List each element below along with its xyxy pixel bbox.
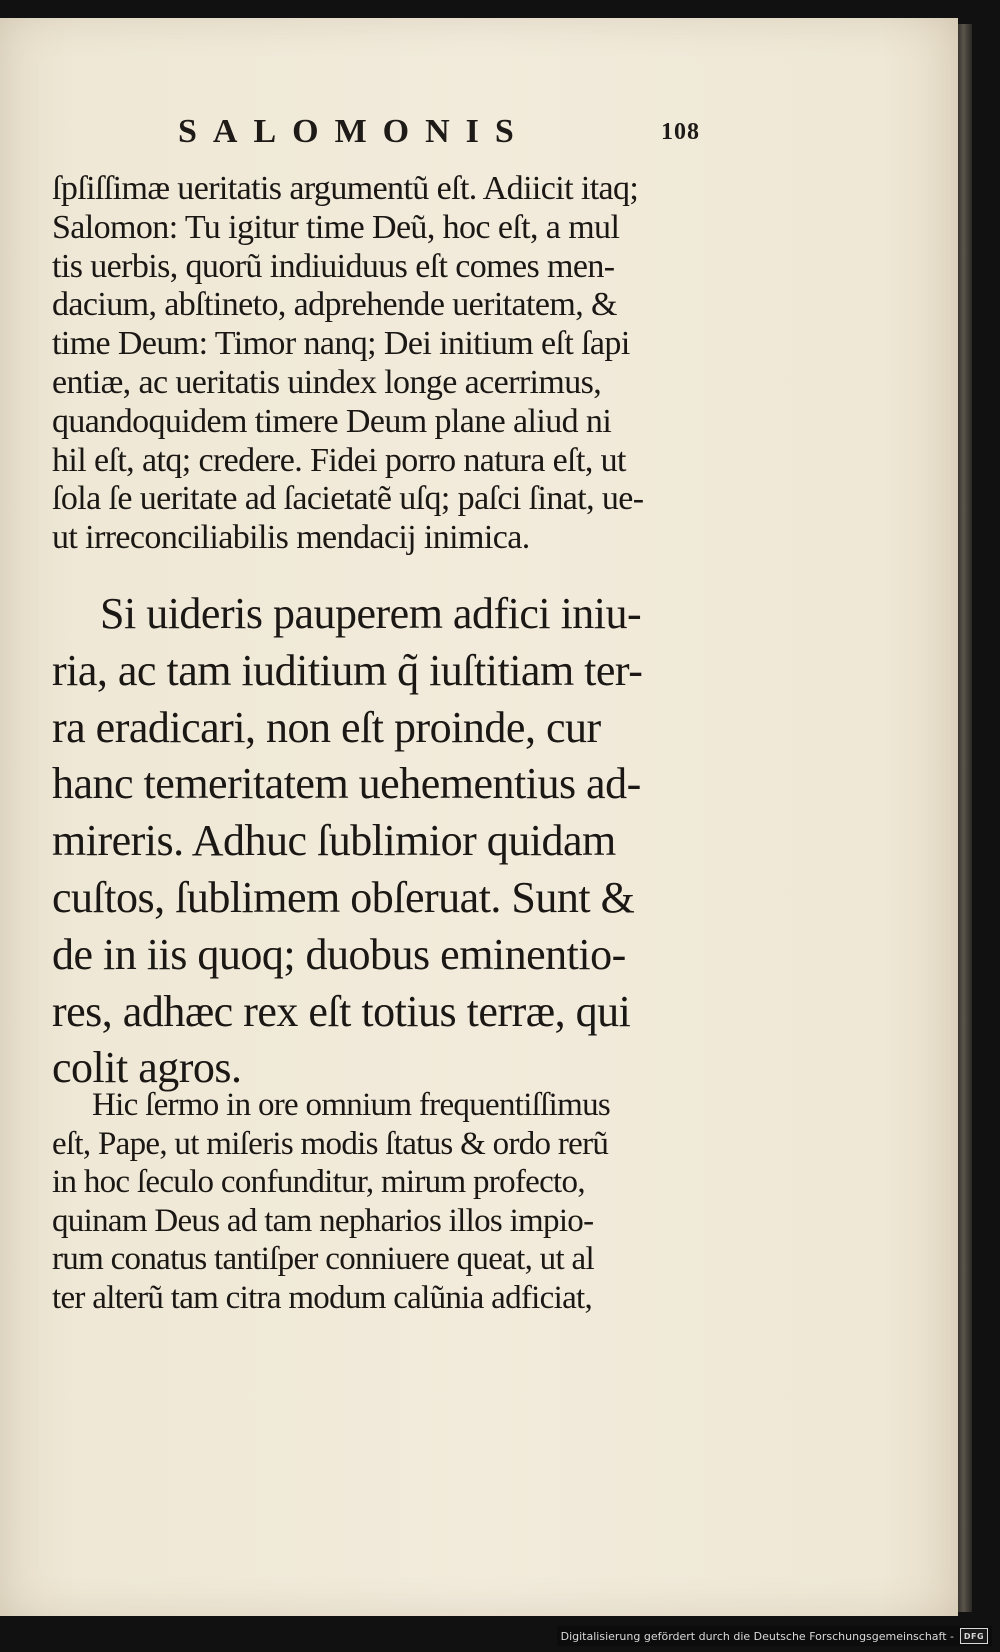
commentary-top-line: hil eſt, atq; credere. Fidei porro natura eſt, ut	[52, 441, 626, 479]
verse-line: mireris. Adhuc ſublimior quidam	[52, 816, 616, 866]
commentary-bottom-line: ter alterũ tam citra modum calũnia adficiat,	[52, 1279, 593, 1316]
verse-line: de in iis quoq; duobus eminentio-	[52, 929, 626, 979]
commentary-top-line: entiæ, ac ueritatis uindex longe acerrimus,	[52, 363, 602, 401]
commentary-top-line: quandoquidem timere Deum plane aliud ni	[52, 402, 612, 440]
commentary-bottom-line: eſt, Pape, ut miſeris modis ſtatus & ordo rerũ	[52, 1125, 609, 1162]
commentary-top-line: ut irreconciliabilis mendacij inimica.	[52, 519, 530, 557]
commentary-top-line: ſola ſe ueritate ad ſacietatẽ uſq; paſci ſinat, ue-	[52, 480, 644, 518]
verse-line-text: Si uideris pauperem adfici iniu-	[100, 589, 642, 638]
dfg-logo: DFG	[960, 1628, 988, 1644]
commentary-bottom	[52, 1086, 712, 1317]
verse-line: ria, ac tam iuditium q̃ iuſtitiam ter-	[52, 645, 643, 695]
commentary-bottom-line-text: Hic ſermo in ore omnium frequentiſſimus	[92, 1087, 611, 1123]
commentary-bottom-line: in hoc ſeculo confunditur, mirum profecto,	[52, 1164, 585, 1200]
folio-number: 108	[661, 118, 700, 145]
commentary-top-line: ſpſiſſimæ ueritatis argumentũ eſt. Adiicit itaq;	[52, 170, 639, 207]
commentary-bottom-line: rum conatus tantiſper conniuere queat, ut al	[52, 1241, 594, 1277]
verse-line: hanc temeritatem uehementius ad-	[52, 759, 641, 809]
commentary-bottom-line	[52, 1086, 712, 1125]
verse-line: cuſtos, ſublimem obſeruat. Sunt &	[52, 872, 635, 922]
verse-line: res, adhæc rex eſt totius terræ, qui	[52, 986, 631, 1036]
verse-line: colit agros.	[52, 1043, 242, 1093]
commentary-bottom-line: quinam Deus ad tam nepharios illos impio-	[52, 1202, 594, 1239]
commentary-top-line: Salomon: Tu igitur time Deũ, hoc eſt, a mul	[52, 208, 620, 246]
commentary-top	[52, 170, 712, 558]
running-head: SALOMONIS	[178, 113, 530, 150]
scripture-verse	[52, 586, 712, 1097]
page-edge	[958, 24, 972, 1612]
digitization-credit	[557, 1626, 992, 1646]
commentary-top-line: time Deum: Timor nanq; Dei initium eſt ſapi	[52, 325, 630, 363]
verse-line	[52, 586, 712, 643]
credit-text: Digitalisierung gefördert durch die Deutsche Forschungsgemeinschaft -	[560, 1629, 954, 1643]
commentary-top-line: tis uerbis, quorũ indiuiduus eſt comes men-	[52, 247, 615, 285]
book-page	[0, 18, 958, 1616]
verse-line: ra eradicari, non eſt proinde, cur	[52, 702, 601, 752]
commentary-top-line: dacium, abſtineto, adprehende ueritatem, &	[52, 286, 617, 324]
page-header	[178, 110, 698, 154]
